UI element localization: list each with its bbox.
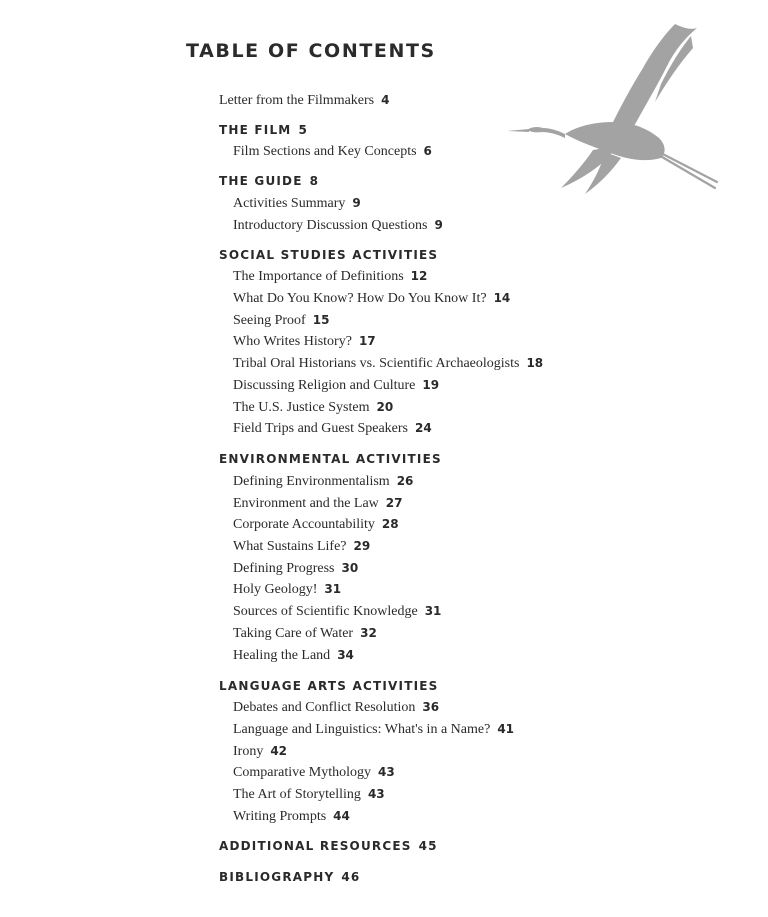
toc-entry: Irony 42	[233, 744, 288, 759]
toc-entry: What Sustains Life? 29	[233, 539, 371, 554]
toc-section-heading: THE GUIDE 8	[219, 174, 320, 188]
toc-section-heading: THE FILM 5	[219, 123, 309, 137]
toc-entry: Film Sections and Key Concepts 6	[233, 144, 432, 159]
toc-entry: Tribal Oral Historians vs. Scientific Archaeologists 18	[233, 356, 544, 371]
toc-entry: The Art of Storytelling 43	[233, 787, 385, 802]
toc-entry: Seeing Proof 15	[233, 313, 330, 328]
toc-entry: Taking Care of Water 32	[233, 626, 377, 641]
toc-entry: Comparative Mythology 43	[233, 765, 395, 780]
toc-entry: Holy Geology! 31	[233, 582, 342, 597]
toc-entry: Environment and the Law 27	[233, 496, 403, 511]
toc-entry: Introductory Discussion Questions 9	[233, 218, 443, 233]
toc-entry: Defining Progress 30	[233, 561, 359, 576]
toc-entry: What Do You Know? How Do You Know It? 14	[233, 291, 511, 306]
toc-entry: Corporate Accountability 28	[233, 517, 399, 532]
toc-section-heading: ENVIRONMENTAL ACTIVITIES	[219, 452, 442, 466]
toc-entry: Writing Prompts 44	[233, 809, 350, 824]
toc-entry: Field Trips and Guest Speakers 24	[233, 421, 432, 436]
toc-entry: Defining Environmentalism 26	[233, 474, 414, 489]
heron-in-flight-icon	[505, 22, 730, 197]
toc-entry: Healing the Land 34	[233, 648, 354, 663]
toc-section-heading: SOCIAL STUDIES ACTIVITIES	[219, 248, 439, 262]
toc-entry: Debates and Conflict Resolution 36	[233, 700, 440, 715]
toc-section-heading: BIBLIOGRAPHY 46	[219, 870, 361, 884]
toc-entry: Language and Linguistics: What's in a Name? 41	[233, 722, 515, 737]
toc-entry: Letter from the Filmmakers 4	[219, 93, 390, 108]
toc-section-heading: LANGUAGE ARTS ACTIVITIES	[219, 679, 439, 693]
toc-entry: Discussing Religion and Culture 19	[233, 378, 440, 393]
toc-entry: The Importance of Definitions 12	[233, 269, 428, 284]
page-title: TABLE OF CONTENTS	[186, 40, 436, 62]
toc-section-heading: ADDITIONAL RESOURCES 45	[219, 839, 438, 853]
toc-entry: Who Writes History? 17	[233, 334, 376, 349]
toc-entry: Sources of Scientific Knowledge 31	[233, 604, 442, 619]
toc-entry: The U.S. Justice System 20	[233, 400, 394, 415]
toc-entry: Activities Summary 9	[233, 196, 361, 211]
